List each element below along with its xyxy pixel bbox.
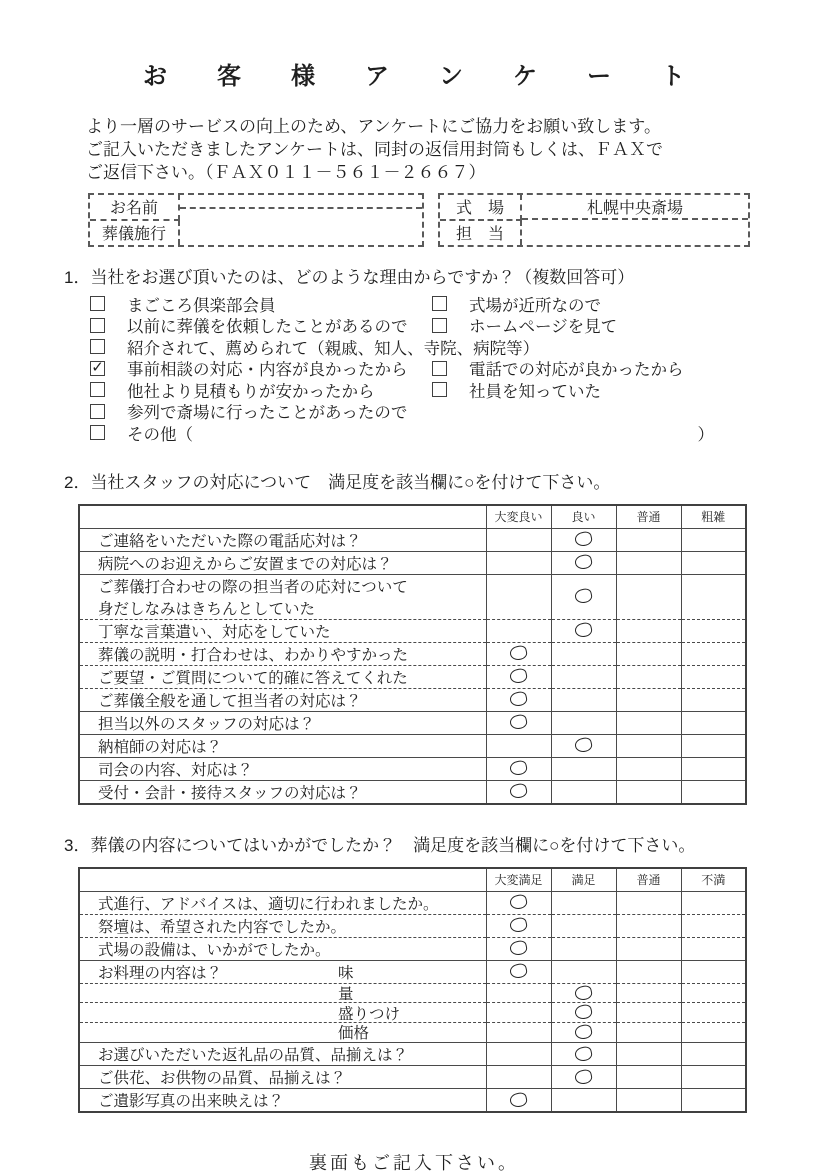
question-label: お料理の内容は？ 味 bbox=[79, 960, 486, 983]
option-label: まごころ倶楽部会員 bbox=[127, 296, 276, 315]
checkbox-checked: ✓ bbox=[91, 358, 104, 376]
answer-cell bbox=[551, 983, 616, 1003]
answer-cell bbox=[486, 1042, 551, 1065]
column-header: 普通 bbox=[616, 868, 681, 892]
answer-cell bbox=[616, 914, 681, 937]
answer-cell bbox=[551, 688, 616, 711]
circle-mark bbox=[509, 668, 529, 685]
column-header: 良い bbox=[551, 505, 616, 529]
answer-cell bbox=[616, 1042, 681, 1065]
checkbox bbox=[432, 382, 447, 397]
answer-cell bbox=[681, 960, 746, 983]
answer-cell bbox=[616, 734, 681, 757]
answer-cell bbox=[616, 551, 681, 574]
checkbox bbox=[90, 318, 105, 333]
venue-box bbox=[438, 193, 750, 247]
funeral-execution-label: 葬儀施行 bbox=[90, 220, 180, 245]
answer-cell bbox=[681, 619, 746, 642]
answer-cell bbox=[486, 1088, 551, 1112]
table-row bbox=[79, 914, 746, 937]
answer-cell bbox=[486, 937, 551, 960]
venue-value: 札幌中央斎場 bbox=[522, 195, 748, 220]
checkbox bbox=[90, 382, 105, 397]
q1-option-row bbox=[90, 315, 758, 337]
answer-cell bbox=[616, 1003, 681, 1023]
table-row bbox=[79, 757, 746, 780]
answer-cell bbox=[616, 1023, 681, 1043]
answer-cell bbox=[681, 937, 746, 960]
answer-cell bbox=[551, 734, 616, 757]
circle-mark bbox=[509, 783, 529, 800]
circle-mark bbox=[574, 622, 594, 639]
answer-cell bbox=[616, 891, 681, 914]
name-field bbox=[180, 207, 422, 209]
answer-cell bbox=[681, 574, 746, 619]
circle-mark bbox=[509, 691, 529, 708]
circle-mark bbox=[509, 894, 529, 911]
table-row bbox=[79, 937, 746, 960]
answer-cell bbox=[486, 1023, 551, 1043]
checkbox bbox=[432, 361, 447, 376]
answer-cell bbox=[486, 642, 551, 665]
circle-mark bbox=[574, 554, 594, 571]
column-header: 不満 bbox=[681, 868, 746, 892]
circle-mark bbox=[509, 760, 529, 777]
checkbox bbox=[90, 296, 105, 311]
question-label: 担当以外のスタッフの対応は？ bbox=[79, 711, 486, 734]
question-label: ご遺影写真の出来映えは？ bbox=[98, 1092, 285, 1110]
answer-cell bbox=[681, 665, 746, 688]
question-label: 病院へのお迎えからご安置までの対応は？ bbox=[79, 551, 486, 574]
q2-table bbox=[78, 504, 747, 805]
question-label: 丁寧な言葉遣い、対応をしていた bbox=[79, 619, 486, 642]
answer-cell bbox=[616, 1065, 681, 1088]
table-row bbox=[79, 891, 746, 914]
answer-cell bbox=[486, 711, 551, 734]
circle-mark bbox=[574, 1045, 594, 1062]
answer-cell bbox=[616, 642, 681, 665]
question-label: ご葬儀全般を通して担当者の対応は？ bbox=[79, 688, 486, 711]
circle-mark bbox=[509, 714, 529, 731]
table-row bbox=[79, 574, 746, 619]
answer-cell bbox=[616, 665, 681, 688]
question-label: ご連絡をいただいた際の電話応対は？ bbox=[79, 528, 486, 551]
option-label: ホームページを見て bbox=[469, 318, 618, 337]
checkbox bbox=[432, 318, 447, 333]
answer-cell bbox=[616, 757, 681, 780]
answer-cell bbox=[551, 914, 616, 937]
q1-option-row bbox=[90, 293, 758, 315]
circle-mark bbox=[574, 737, 594, 754]
table-row bbox=[79, 734, 746, 757]
answer-cell bbox=[616, 937, 681, 960]
venue-label: 式 場 bbox=[440, 194, 522, 221]
table-row bbox=[79, 1023, 746, 1043]
table-row bbox=[79, 983, 746, 1003]
option-label: 紹介されて、薦められて（親戚、知人、寺院、病院等） bbox=[127, 339, 540, 358]
option-label: 電話での対応が良かったから bbox=[469, 361, 684, 380]
answer-cell bbox=[616, 780, 681, 804]
question-label bbox=[79, 983, 486, 1003]
option-label: 他社より見積もりが安かったから bbox=[127, 382, 375, 401]
q1-option-row bbox=[90, 358, 758, 380]
table-row bbox=[79, 528, 746, 551]
table-row bbox=[79, 1088, 746, 1112]
answer-cell bbox=[681, 642, 746, 665]
answer-cell bbox=[486, 619, 551, 642]
answer-cell bbox=[551, 960, 616, 983]
answer-cell bbox=[551, 642, 616, 665]
answer-cell bbox=[616, 528, 681, 551]
answer-cell bbox=[681, 1003, 746, 1023]
question-label: お選びいただいた返礼品の品質、品揃えは？ bbox=[79, 1042, 486, 1065]
q1-option-row bbox=[90, 422, 758, 444]
answer-cell bbox=[681, 711, 746, 734]
question-sub-label: 盛りつけ bbox=[338, 1005, 401, 1023]
answer-cell bbox=[681, 1023, 746, 1043]
circle-mark bbox=[574, 531, 594, 548]
column-header: 粗雑 bbox=[681, 505, 746, 529]
circle-mark bbox=[509, 645, 529, 662]
answer-cell bbox=[486, 757, 551, 780]
answer-cell bbox=[681, 914, 746, 937]
answer-cell bbox=[486, 1003, 551, 1023]
question-label: ご葬儀打合わせの際の担当者の応対について 身だしなみはきちんとしていた bbox=[79, 574, 486, 619]
answer-cell bbox=[486, 528, 551, 551]
table-row bbox=[79, 551, 746, 574]
question-label: 納棺師の対応は？ bbox=[79, 734, 486, 757]
answer-cell bbox=[551, 1003, 616, 1023]
answer-cell bbox=[551, 1042, 616, 1065]
answer-cell bbox=[551, 619, 616, 642]
question-label: 司会の内容、対応は？ bbox=[79, 757, 486, 780]
question-sub-label: 量 bbox=[338, 985, 354, 1003]
question-label bbox=[79, 1003, 486, 1023]
circle-mark bbox=[509, 917, 529, 934]
table-row bbox=[79, 665, 746, 688]
table-row bbox=[79, 780, 746, 804]
table-row bbox=[79, 642, 746, 665]
option-label: 事前相談の対応・内容が良かったから bbox=[127, 361, 408, 380]
answer-cell bbox=[551, 711, 616, 734]
checkbox bbox=[90, 339, 105, 354]
question-label: ご要望・ご質問について的確に答えてくれた bbox=[79, 665, 486, 688]
answer-cell bbox=[681, 1065, 746, 1088]
info-boxes bbox=[88, 193, 828, 247]
answer-cell bbox=[681, 734, 746, 757]
answer-cell bbox=[681, 528, 746, 551]
name-box bbox=[88, 193, 424, 247]
header-row bbox=[79, 868, 746, 892]
intro-line: ご記入いただきましたアンケートは、同封の返信用封筒もしくは、ＦＡＸで bbox=[86, 140, 663, 159]
question-label: 葬儀の説明・打合わせは、わかりやすかった bbox=[79, 642, 486, 665]
q1-option-row bbox=[90, 379, 758, 401]
answer-cell bbox=[486, 914, 551, 937]
q1-heading: 1．当社をお選び頂いたのは、どのような理由からですか？（複数回答可） bbox=[64, 268, 635, 287]
option-label: その他（ bbox=[127, 425, 193, 444]
answer-cell bbox=[681, 1088, 746, 1112]
answer-cell bbox=[551, 780, 616, 804]
answer-cell bbox=[551, 1065, 616, 1088]
option-label: 式場が近所なので bbox=[469, 296, 601, 315]
answer-cell bbox=[551, 757, 616, 780]
answer-cell bbox=[616, 688, 681, 711]
q1-options bbox=[90, 293, 828, 444]
intro-line: ご返信下さい。（ＦＡＸ０１１－５６１－２６６７） bbox=[86, 163, 486, 182]
answer-cell bbox=[551, 528, 616, 551]
answer-cell bbox=[551, 1088, 616, 1112]
table-row bbox=[79, 1065, 746, 1088]
answer-cell bbox=[551, 1023, 616, 1043]
header-row bbox=[79, 505, 746, 529]
question-label: 式場の設備は、いかがでしたか。 bbox=[79, 937, 486, 960]
answer-cell bbox=[551, 665, 616, 688]
circle-mark bbox=[574, 1024, 594, 1041]
circle-mark bbox=[574, 1068, 594, 1085]
answer-cell bbox=[681, 891, 746, 914]
table-row bbox=[79, 711, 746, 734]
answer-cell bbox=[551, 574, 616, 619]
answer-cell bbox=[681, 1042, 746, 1065]
column-header: 普通 bbox=[616, 505, 681, 529]
table-row bbox=[79, 619, 746, 642]
checkbox bbox=[90, 404, 105, 419]
table-row bbox=[79, 1042, 746, 1065]
circle-mark bbox=[574, 984, 594, 1001]
answer-cell bbox=[486, 734, 551, 757]
question-label: 祭壇は、希望された内容でしたか。 bbox=[79, 914, 486, 937]
answer-cell bbox=[486, 665, 551, 688]
answer-cell bbox=[486, 960, 551, 983]
checkbox bbox=[90, 425, 105, 440]
answer-cell bbox=[486, 1065, 551, 1088]
q2-heading: 2．当社スタッフの対応について 満足度を該当欄に○を付けて下さい。 bbox=[64, 472, 611, 492]
answer-cell bbox=[551, 891, 616, 914]
answer-cell bbox=[681, 983, 746, 1003]
question-label: ご供花、お供物の品質、品揃えは？ bbox=[79, 1065, 486, 1088]
question-label: 受付・会計・接待スタッフの対応は？ bbox=[98, 784, 362, 802]
checkbox bbox=[432, 296, 447, 311]
page-title: お 客 様 ア ン ケ ー ト bbox=[143, 63, 698, 90]
answer-cell bbox=[616, 574, 681, 619]
q3-heading: 3．葬儀の内容についてはいかがでしたか？ 満足度を該当欄に○を付けて下さい。 bbox=[64, 835, 696, 855]
staff-label: 担 当 bbox=[440, 220, 522, 245]
answer-cell bbox=[616, 711, 681, 734]
answer-cell bbox=[681, 757, 746, 780]
question-label: 式進行、アドバイスは、適切に行われましたか。 bbox=[79, 891, 486, 914]
question-sub-label: 味 bbox=[338, 964, 354, 982]
answer-cell bbox=[486, 574, 551, 619]
name-label: お名前 bbox=[90, 194, 180, 221]
column-header: 大変満足 bbox=[486, 868, 551, 892]
answer-cell bbox=[551, 551, 616, 574]
answer-cell bbox=[616, 619, 681, 642]
table-row bbox=[79, 1003, 746, 1023]
circle-mark bbox=[509, 940, 529, 957]
answer-cell bbox=[681, 780, 746, 804]
intro-line: より一層のサービスの向上のため、アンケートにご協力をお願い致します。 bbox=[86, 117, 661, 136]
answer-cell bbox=[681, 551, 746, 574]
option-label: 以前に葬儀を依頼したことがあるので bbox=[127, 318, 408, 337]
answer-cell bbox=[681, 688, 746, 711]
answer-cell bbox=[616, 960, 681, 983]
option-label: 社員を知っていた bbox=[469, 382, 601, 401]
table-row bbox=[79, 960, 746, 983]
column-header: 大変良い bbox=[486, 505, 551, 529]
answer-cell bbox=[486, 891, 551, 914]
option-label: 参列で斎場に行ったことがあったので bbox=[127, 404, 408, 423]
circle-mark bbox=[509, 963, 529, 980]
answer-cell bbox=[616, 1088, 681, 1112]
question-label bbox=[79, 1023, 486, 1043]
table-row bbox=[79, 688, 746, 711]
footer-note: 裏面もご記入下さい。 bbox=[309, 1152, 519, 1173]
q1-option-row bbox=[90, 401, 758, 423]
intro-text bbox=[86, 115, 828, 184]
answer-cell bbox=[486, 688, 551, 711]
q1-option-row bbox=[90, 336, 758, 358]
circle-mark bbox=[574, 1004, 594, 1021]
circle-mark bbox=[574, 588, 594, 605]
question-sub-label: 価格 bbox=[338, 1025, 370, 1043]
answer-cell bbox=[486, 983, 551, 1003]
answer-cell bbox=[551, 937, 616, 960]
q3-table bbox=[78, 867, 747, 1113]
circle-mark bbox=[509, 1091, 529, 1108]
option-label: ） bbox=[697, 425, 714, 444]
answer-cell bbox=[486, 780, 551, 804]
answer-cell bbox=[486, 551, 551, 574]
answer-cell bbox=[616, 983, 681, 1003]
column-header: 満足 bbox=[551, 868, 616, 892]
